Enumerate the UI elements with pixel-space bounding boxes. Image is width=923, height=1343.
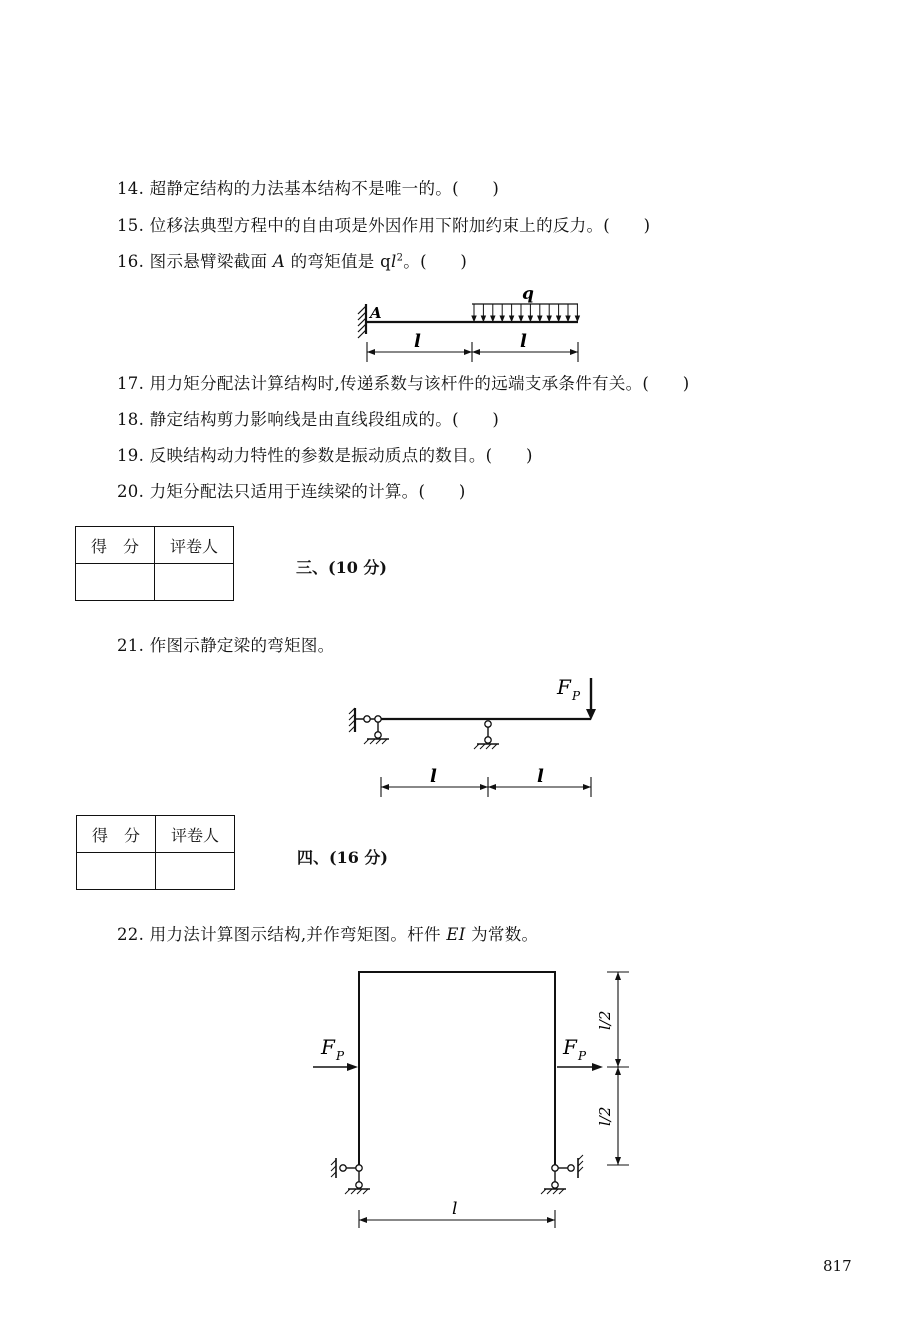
score-table-section-4 <box>76 815 235 890</box>
grader-header: 评卷人 <box>155 527 234 564</box>
question-16-length: l <box>391 252 397 271</box>
label-length-1: l <box>414 331 421 352</box>
question-22-stiffness: EI <box>446 925 466 944</box>
question-19: 19. 反映结构动力特性的参数是振动质点的数目。( ) <box>117 446 533 465</box>
question-17: 17. 用力矩分配法计算结构时,传递系数与该杆件的远端支承条件有关。( ) <box>117 374 690 393</box>
label-length-2: l <box>520 331 527 352</box>
page-number: 817 <box>823 1257 852 1275</box>
label-force-right: F <box>563 1035 577 1059</box>
label-force: F <box>557 675 571 699</box>
question-16-text-a: 16. 图示悬臂梁截面 <box>117 252 273 271</box>
question-18: 18. 静定结构剪力影响线是由直线段组成的。( ) <box>117 410 500 429</box>
grader-header: 评卷人 <box>156 816 235 853</box>
load-arrow-head <box>528 316 532 321</box>
question-15: 15. 位移法典型方程中的自由项是外因作用下附加约束上的反力。( ) <box>117 216 651 235</box>
question-21: 21. 作图示静定梁的弯矩图。 <box>117 636 335 655</box>
label-force-left: F <box>321 1035 335 1059</box>
score-cell[interactable] <box>76 564 155 601</box>
label-length-1: l <box>430 766 437 787</box>
label-load-q: q <box>522 284 534 304</box>
load-arrow-head <box>472 316 476 321</box>
load-arrow-head <box>566 316 570 321</box>
load-arrow-head <box>519 316 523 321</box>
load-arrow-head <box>538 316 542 321</box>
load-arrow-head <box>547 316 551 321</box>
question-16-text-b: 的弯矩值是 q <box>285 252 392 271</box>
question-22-text-b: 为常数。 <box>465 925 539 944</box>
label-length-2: l <box>537 766 544 787</box>
score-header: 得 分 <box>76 527 155 564</box>
section-4-heading: 四、(16 分) <box>297 848 388 867</box>
score-header: 得 分 <box>77 816 156 853</box>
label-span-length: l <box>452 1199 458 1219</box>
figure-determinate-beam <box>345 672 605 804</box>
figure-cantilever-beam <box>350 282 590 368</box>
label-section-a: A <box>370 304 382 322</box>
question-16-text-c: 。( ) <box>403 252 468 271</box>
question-16 <box>117 248 467 272</box>
score-cell[interactable] <box>77 853 156 890</box>
section-3-heading: 三、(10 分) <box>296 558 387 577</box>
question-16-section-label: A <box>272 252 286 271</box>
score-table-section-3 <box>75 526 234 601</box>
question-16-exponent: 2 <box>396 252 404 264</box>
label-force-left-subscript: P <box>336 1049 345 1063</box>
figure-portal-frame <box>305 960 645 1230</box>
question-14: 14. 超静定结构的力法基本结构不是唯一的。( ) <box>117 179 500 198</box>
load-arrow-head <box>500 316 504 321</box>
question-22-text-a: 22. 用力法计算图示结构,并作弯矩图。杆件 <box>117 925 447 944</box>
label-force-subscript: P <box>572 689 581 703</box>
load-arrow-head <box>557 316 561 321</box>
label-half-height-top: l/2 <box>596 1010 614 1030</box>
load-arrow-head <box>481 316 485 321</box>
label-half-height-bottom: l/2 <box>596 1106 614 1126</box>
grader-cell[interactable] <box>156 853 235 890</box>
question-22 <box>117 921 538 945</box>
label-force-right-subscript: P <box>578 1049 587 1063</box>
load-arrow-head <box>491 316 495 321</box>
question-20: 20. 力矩分配法只适用于连续梁的计算。( ) <box>117 482 466 501</box>
load-arrow-head <box>510 316 514 321</box>
grader-cell[interactable] <box>155 564 234 601</box>
load-arrow-head <box>575 316 579 321</box>
